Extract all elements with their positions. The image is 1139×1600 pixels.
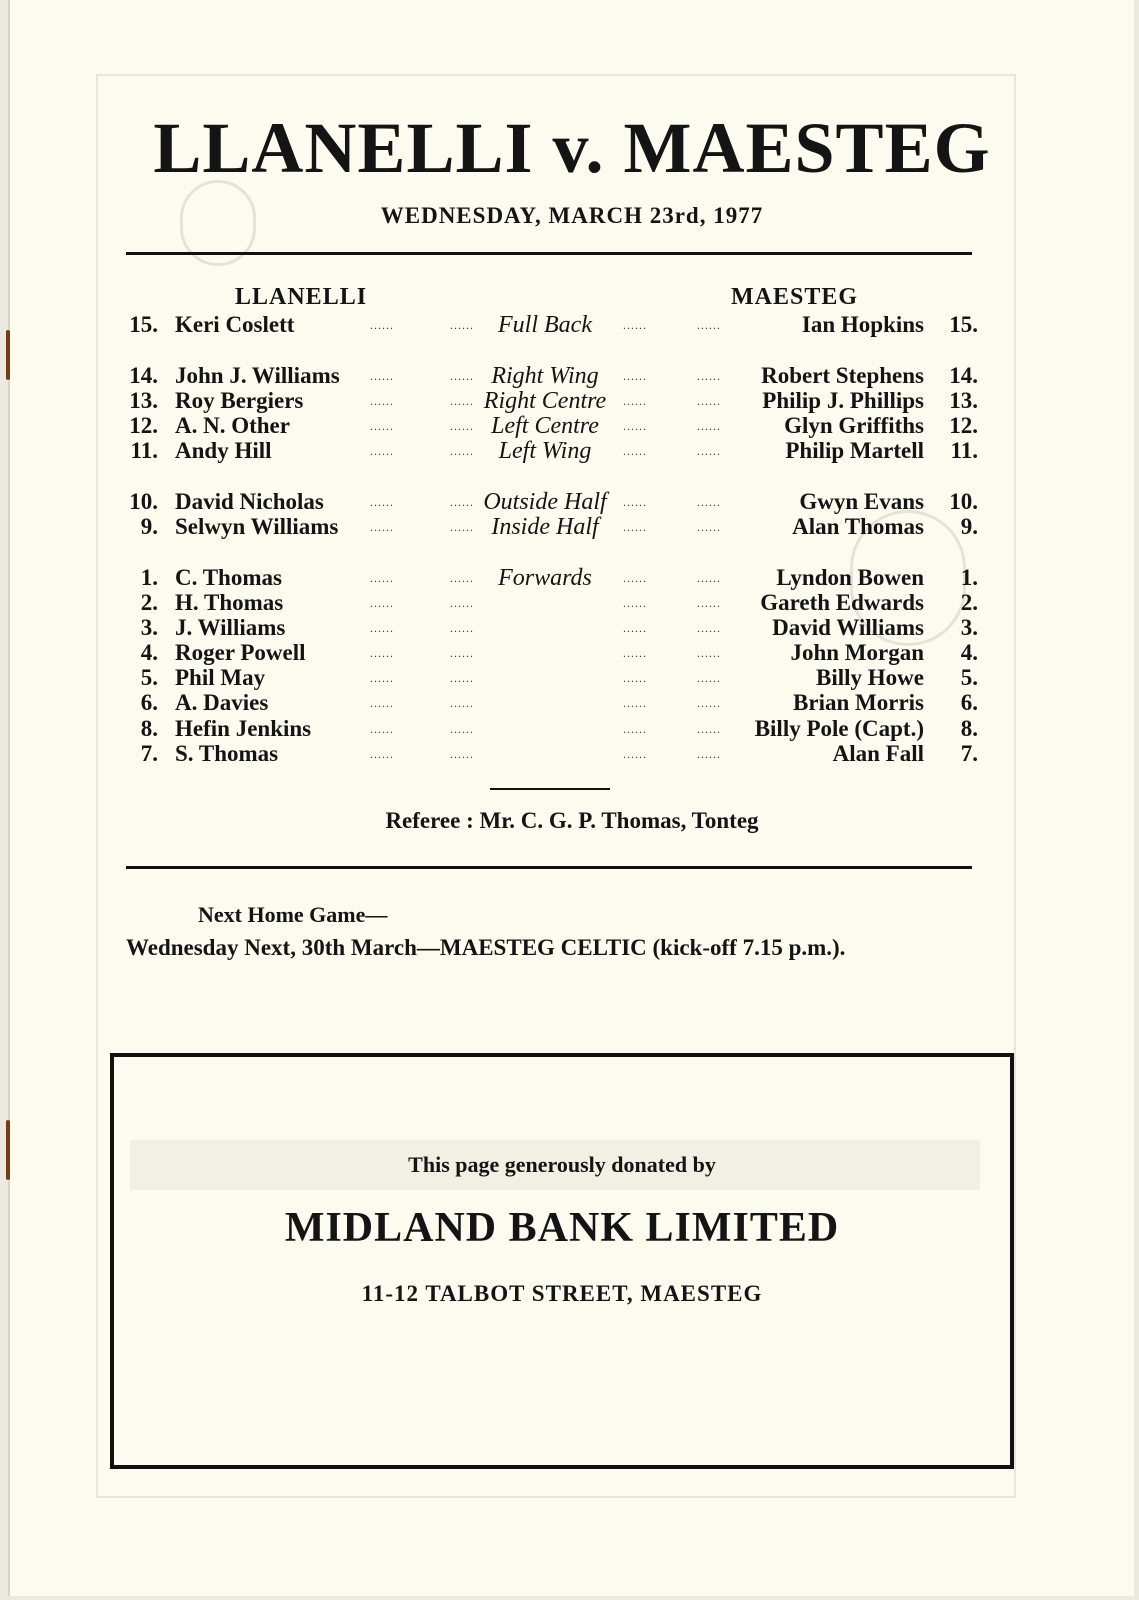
home-player-name: David Nicholas	[175, 489, 324, 514]
home-shirt-number: 9.	[140, 514, 158, 539]
away-player-name: Gwyn Evans	[799, 489, 924, 514]
leader-dots: ......	[370, 696, 394, 710]
leader-dots: ......	[697, 394, 721, 408]
home-shirt-number: 3.	[140, 615, 158, 640]
leader-dots: ......	[370, 621, 394, 635]
leader-dots: ......	[450, 596, 474, 610]
leader-dots: ......	[450, 696, 474, 710]
away-shirt-number: 1.	[960, 565, 978, 590]
home-player-name: J. Williams	[175, 615, 286, 640]
leader-dots: ......	[450, 495, 474, 509]
next-game-details: Wednesday Next, 30th March—MAESTEG CELTIC (kick-off 7.15 p.m.).	[126, 935, 846, 960]
leader-dots: ......	[623, 419, 647, 433]
away-player-name: Billy Pole (Capt.)	[754, 716, 924, 741]
sponsor-intro: This page generously donated by	[408, 1152, 716, 1177]
leader-dots: ......	[450, 444, 474, 458]
away-player-name: David Williams	[772, 615, 924, 640]
position-label: Full Back	[498, 312, 592, 338]
away-shirt-number: 9.	[960, 514, 978, 539]
away-player-name: Philip J. Phillips	[762, 388, 924, 413]
away-shirt-number: 5.	[960, 665, 978, 690]
lineup-row	[10, 363, 1134, 389]
leader-dots: ......	[370, 671, 394, 685]
home-team-heading: LLANELLI	[235, 284, 368, 310]
lineup-row	[10, 741, 1134, 767]
home-shirt-number: 5.	[140, 665, 158, 690]
home-shirt-number: 8.	[140, 716, 158, 741]
leader-dots: ......	[697, 495, 721, 509]
home-shirt-number: 1.	[140, 565, 158, 590]
position-label: Right Wing	[491, 363, 599, 389]
leader-dots: ......	[623, 671, 647, 685]
short-rule	[490, 788, 610, 790]
leader-dots: ......	[623, 621, 647, 635]
away-shirt-number: 14.	[949, 363, 978, 388]
home-shirt-number: 12.	[129, 413, 158, 438]
home-player-name: C. Thomas	[175, 565, 282, 590]
away-shirt-number: 10.	[949, 489, 978, 514]
leader-dots: ......	[623, 722, 647, 736]
leader-dots: ......	[450, 722, 474, 736]
away-shirt-number: 13.	[949, 388, 978, 413]
position-label: Forwards	[498, 565, 592, 591]
leader-dots: ......	[450, 520, 474, 534]
home-shirt-number: 14.	[129, 363, 158, 388]
home-shirt-number: 13.	[129, 388, 158, 413]
lineup-row	[10, 690, 1134, 716]
leader-dots: ......	[450, 419, 474, 433]
away-shirt-number: 11.	[950, 438, 978, 463]
home-player-name: Roy Bergiers	[175, 388, 304, 413]
leader-dots: ......	[623, 520, 647, 534]
leader-dots: ......	[623, 571, 647, 585]
position-label: Right Centre	[483, 388, 607, 414]
leader-dots: ......	[370, 571, 394, 585]
leader-dots: ......	[623, 369, 647, 383]
home-player-name: Selwyn Williams	[175, 514, 339, 539]
leader-dots: ......	[697, 571, 721, 585]
lineup-row	[10, 438, 1134, 464]
leader-dots: ......	[450, 671, 474, 685]
leader-dots: ......	[697, 747, 721, 761]
leader-dots: ......	[370, 444, 394, 458]
programme-page	[8, 0, 1134, 1596]
leader-dots: ......	[697, 596, 721, 610]
home-shirt-number: 7.	[140, 741, 158, 766]
leader-dots: ......	[450, 571, 474, 585]
away-player-name: Philip Martell	[785, 438, 924, 463]
leader-dots: ......	[450, 369, 474, 383]
lineup-row	[10, 565, 1134, 591]
lineup-row	[10, 665, 1134, 691]
away-player-name: Robert Stephens	[761, 363, 924, 388]
lineup-row	[10, 312, 1134, 338]
away-player-name: Lyndon Bowen	[776, 565, 924, 590]
leader-dots: ......	[370, 722, 394, 736]
lineup-row	[10, 413, 1134, 439]
home-player-name: Keri Coslett	[175, 312, 295, 337]
leader-dots: ......	[697, 696, 721, 710]
home-shirt-number: 6.	[140, 690, 158, 715]
away-shirt-number: 3.	[960, 615, 978, 640]
leader-dots: ......	[697, 318, 721, 332]
leader-dots: ......	[623, 646, 647, 660]
position-label: Left Wing	[498, 438, 592, 464]
away-shirt-number: 8.	[960, 716, 978, 741]
leader-dots: ......	[370, 495, 394, 509]
leader-dots: ......	[450, 394, 474, 408]
home-player-name: A. Davies	[175, 690, 269, 715]
home-shirt-number: 2.	[140, 590, 158, 615]
away-player-name: Glyn Griffiths	[784, 413, 924, 438]
lineup-row	[10, 640, 1134, 666]
home-player-name: Andy Hill	[175, 438, 272, 463]
leader-dots: ......	[370, 646, 394, 660]
referee: Referee : Mr. C. G. P. Thomas, Tonteg	[385, 808, 759, 833]
leader-dots: ......	[370, 747, 394, 761]
leader-dots: ......	[370, 369, 394, 383]
away-player-name: Gareth Edwards	[760, 590, 924, 615]
leader-dots: ......	[623, 596, 647, 610]
away-shirt-number: 7.	[960, 741, 978, 766]
home-player-name: John J. Williams	[175, 363, 340, 388]
leader-dots: ......	[623, 444, 647, 458]
home-shirt-number: 15.	[129, 312, 158, 337]
away-player-name: John Morgan	[790, 640, 924, 665]
lineup-row	[10, 514, 1134, 540]
position-label: Left Centre	[491, 413, 599, 439]
away-player-name: Alan Fall	[832, 741, 924, 766]
leader-dots: ......	[370, 394, 394, 408]
sponsor-name: MIDLAND BANK LIMITED	[284, 1205, 840, 1251]
leader-dots: ......	[623, 696, 647, 710]
next-game-label: Next Home Game—	[198, 902, 388, 927]
home-shirt-number: 11.	[130, 438, 158, 463]
match-title: LLANELLI v. MAESTEG	[153, 108, 991, 188]
away-player-name: Ian Hopkins	[801, 312, 924, 337]
position-label: Outside Half	[483, 489, 607, 515]
leader-dots: ......	[623, 747, 647, 761]
leader-dots: ......	[697, 722, 721, 736]
home-player-name: Phil May	[175, 665, 266, 690]
leader-dots: ......	[697, 646, 721, 660]
home-player-name: S. Thomas	[175, 741, 279, 766]
home-shirt-number: 4.	[140, 640, 158, 665]
sponsor-address: 11-12 TALBOT STREET, MAESTEG	[361, 1281, 763, 1306]
leader-dots: ......	[697, 444, 721, 458]
top-rule	[126, 252, 972, 255]
leader-dots: ......	[623, 318, 647, 332]
away-shirt-number: 4.	[960, 640, 978, 665]
leader-dots: ......	[370, 596, 394, 610]
home-player-name: Hefin Jenkins	[175, 716, 312, 741]
lineup-row	[10, 388, 1134, 414]
home-player-name: H. Thomas	[175, 590, 284, 615]
away-shirt-number: 15.	[949, 312, 978, 337]
leader-dots: ......	[697, 520, 721, 534]
leader-dots: ......	[450, 747, 474, 761]
away-team-heading: MAESTEG	[731, 284, 859, 310]
sponsor-box	[110, 1053, 1014, 1469]
leader-dots: ......	[697, 671, 721, 685]
staple-bottom	[6, 1120, 10, 1180]
match-date: WEDNESDAY, MARCH 23rd, 1977	[380, 203, 764, 228]
away-player-name: Billy Howe	[816, 665, 924, 690]
position-label: Inside Half	[491, 514, 599, 540]
leader-dots: ......	[697, 369, 721, 383]
leader-dots: ......	[370, 520, 394, 534]
leader-dots: ......	[450, 621, 474, 635]
leader-dots: ......	[370, 318, 394, 332]
away-shirt-number: 12.	[949, 413, 978, 438]
away-shirt-number: 2.	[960, 590, 978, 615]
leader-dots: ......	[697, 419, 721, 433]
lineup-row	[10, 489, 1134, 515]
lineup-row	[10, 590, 1134, 616]
lineup-row	[10, 716, 1134, 742]
middle-rule	[126, 866, 972, 869]
away-shirt-number: 6.	[960, 690, 978, 715]
leader-dots: ......	[450, 318, 474, 332]
leader-dots: ......	[450, 646, 474, 660]
leader-dots: ......	[623, 394, 647, 408]
home-player-name: A. N. Other	[175, 413, 290, 438]
away-player-name: Alan Thomas	[792, 514, 924, 539]
away-player-name: Brian Morris	[793, 690, 924, 715]
leader-dots: ......	[697, 621, 721, 635]
home-shirt-number: 10.	[129, 489, 158, 514]
leader-dots: ......	[370, 419, 394, 433]
leader-dots: ......	[623, 495, 647, 509]
lineup-row	[10, 615, 1134, 641]
home-player-name: Roger Powell	[175, 640, 306, 665]
